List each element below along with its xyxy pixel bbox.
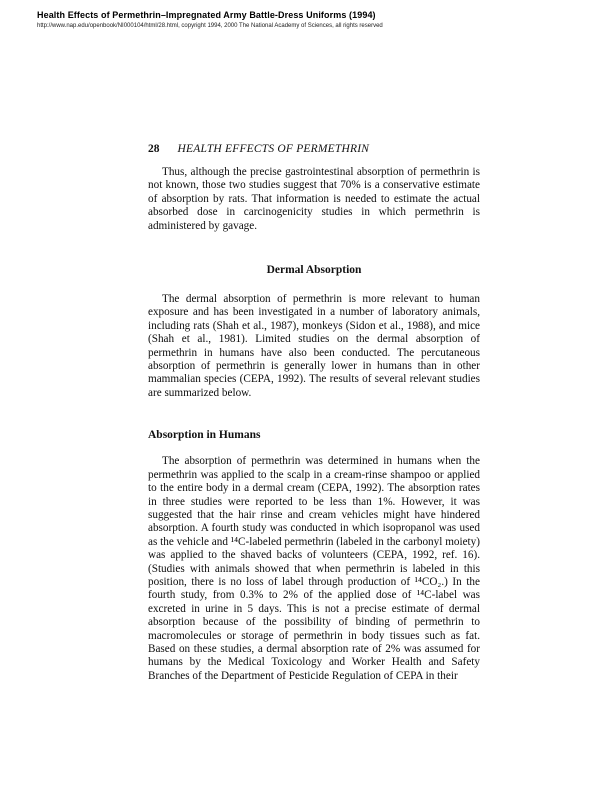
paragraph-dermal-absorption: The dermal absorption of permethrin is more relevant to human exposure and has been investigated in a number of laboratory animals, including rats (Shah et al., 1987), monkeys (Sidon et al., 1988), and mice (Shah et al., 1981). Limited studies on the dermal absorption of permethrin in humans have also been conducted. The percutaneous absorption of permethrin is generally lower in humans than in other mammalian species (CEPA, 1992). The results of several relevant studies are summarized below.: [148, 293, 480, 399]
paragraph-gastrointestinal-absorption: Thus, although the precise gastrointestinal absorption of permethrin is not known, those two studies suggest that 70% is a conservative estimate of absorption by rats. That information is needed to estimate the actual absorbed dose in carcinogenicity studies in which permethrin is administered by gavage.: [148, 166, 480, 232]
page-number: 28: [148, 143, 160, 155]
page-text-block: [148, 143, 480, 683]
running-head: [148, 143, 480, 155]
paragraph-absorption-in-humans: The absorption of permethrin was determined in humans when the permethrin was applied to the scalp in a cream-rinse shampoo or applied to the entire body in a dermal cream (CEPA, 1992). The absorption rates in three studies were reported to be less than 1%. However, it was suggested that the hair rinse and cream vehicles might have hindered absorption. A fourth study was conducted in which isopropanol was used as the vehicle and ¹⁴C-labeled permethrin (labeled in the carbonyl moiety) was applied to the shaved backs of volunteers (CEPA, 1992, ref. 16). (Studies with animals showed that when permethrin is labeled in this position, there is no loss of label through production of ¹⁴CO₂.) In the fourth study, from 0.3% to 2% of the applied dose of ¹⁴C-label was excreted in urine in 5 days. This is not a precise estimate of dermal absorption because of the possibility of binding of permethrin to macromolecules or storage of permethrin in body tissues such as fat. Based on these studies, a dermal absorption rate of 2% was assumed for humans by the Medical Toxicology and Worker Health and Safety Branches of the Department of Pesticide Regulation of CEPA in their: [148, 455, 480, 682]
running-head-title: HEALTH EFFECTS OF PERMETHRIN: [177, 143, 370, 155]
scan-header-source-line: http://www.nap.edu/openbook/NI000104/html/28.html, copyright 1994, 2000 The National Academy of Sciences, all rights reserved: [37, 23, 383, 29]
heading-absorption-in-humans: Absorption in Humans: [148, 429, 261, 442]
scan-header-title: Health Effects of Permethrin–Impregnated Army Battle-Dress Uniforms (1994): [37, 10, 376, 20]
scan-header: [37, 10, 557, 29]
heading-dermal-absorption: Dermal Absorption: [266, 264, 362, 277]
